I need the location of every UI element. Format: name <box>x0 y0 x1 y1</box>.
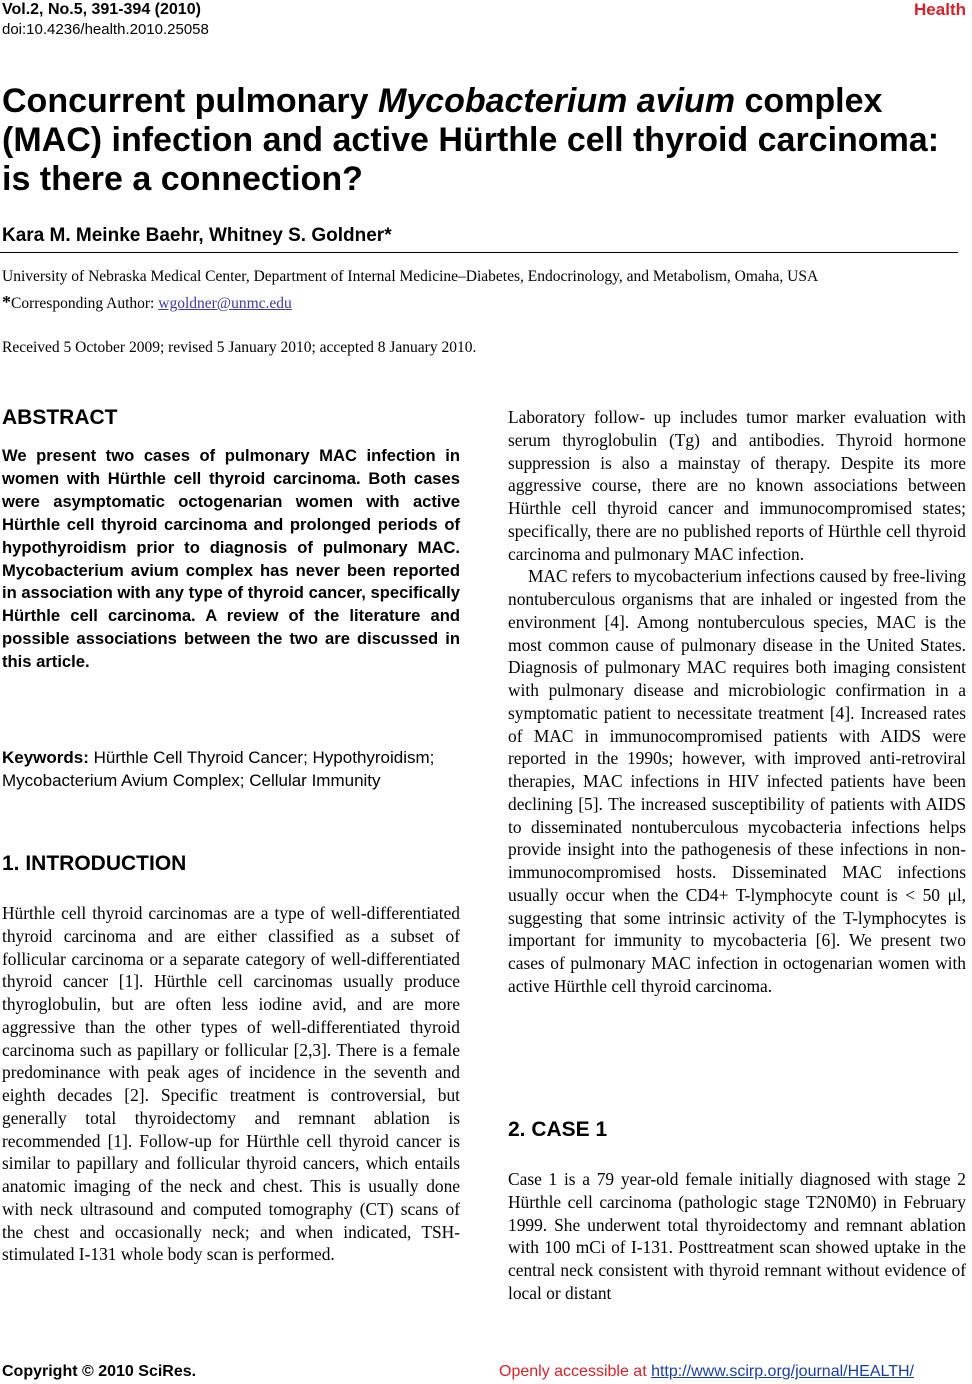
authors: Kara M. Meinke Baehr, Whitney S. Goldner* <box>2 225 392 246</box>
copyright: Copyright © 2010 SciRes. <box>2 1363 197 1380</box>
case1-paragraph: Case 1 is a 79 year-old female initially diagnosed with stage 2 Hürthle cell carcinoma (pathologic stage T2N0M0) in February 1999. She underwent total thyroidectomy and remnant ablation with 100 mCi of I-131. Posttreatment scan showed uptake in the central neck consistent with thyroid remnant without evidence of local or distant <box>508 1169 966 1303</box>
open-access-label: Openly accessible at <box>499 1363 652 1380</box>
affiliation: University of Nebraska Medical Center, Department of Internal Medicine–Diabetes, Endocrinology, and Metabolism, Omaha, USA <box>2 268 819 285</box>
corresponding-star: * <box>2 292 11 312</box>
doi: doi:10.4236/health.2010.25058 <box>2 21 209 38</box>
introduction-paragraph-2: MAC refers to mycobacterium infections caused by free-living nontuberculous organisms that are inhaled or ingested from the environment [4]. Among nontuberculous species, MAC is the most common cause of pulmonary disease in the United States. Diagnosis of pulmonary MAC requires both imaging consistent with pulmonary disease and microbiologic confirmation in a symptomatic patient to necessitate treatment [4]. Increased rates of MAC in immunocompromised patients with AIDS were reported in the 1990s; however, with improved anti-retroviral therapies, MAC infections in HIV infected patients have been declining [5]. The increased susceptibility of patients with AIDS to disseminated nontuberculous mycobacteria infections helps provide insight into the pathogenesis of these infections in non-immunocompromised hosts. Disseminated MAC infections usually occur when the CD4+ T-lymphocyte count is < 50 μl, suggesting that some intrinsic activity of the T-lymphocytes is important for immunity to mycobacteria [6]. We present two cases of pulmonary MAC infection in octogenarian women with active Hürthle cell thyroid carcinoma. <box>508 566 967 996</box>
title-italic: Mycobacterium avium <box>377 82 736 120</box>
journal-url-link[interactable]: http://www.scirp.org/journal/HEALTH/ <box>651 1363 914 1380</box>
title-part2: complex (MAC) infection and active Hürthle cell thyroid carcinoma: is there a connection? <box>2 82 940 198</box>
introduction-body-right <box>508 406 966 998</box>
case1-heading: 2. CASE 1 <box>508 1118 608 1141</box>
keywords <box>2 746 460 792</box>
introduction-paragraph-1-continued: Laboratory follow- up includes tumor marker evaluation with serum thyroglobulin (Tg) and antibodies. Thyroid hormone suppression is also a mainstay of therapy. Despite its more aggressive course, there are no known associations between Hürthle cell thyroid cancer and immunocompromised states; specifically, there are no published reports of Hürthle cell thyroid carcinoma and pulmonary MAC infection. <box>508 407 966 564</box>
abstract-heading: ABSTRACT <box>2 406 118 429</box>
journal-name: Health <box>914 0 966 19</box>
title-part1: Concurrent pulmonary <box>2 82 378 120</box>
introduction-heading: 1. INTRODUCTION <box>2 852 187 875</box>
corresponding-email-link[interactable]: wgoldner@unmc.edu <box>158 295 292 312</box>
corresponding-author <box>2 292 292 313</box>
open-access <box>499 1363 914 1381</box>
article-title <box>2 82 962 199</box>
abstract-text: We present two cases of pulmonary MAC infection in women with Hürthle cell thyroid carcinoma. Both cases were asymptomatic octogenarian women with active Hürthle cell thyroid carcinoma and prolonged periods of hypothyroidism prior to diagnosis of pulmonary MAC. Mycobacterium avium complex has never been reported in association with any type of thyroid cancer, specifically Hürthle cell carcinoma. A review of the literature and possible associations between the two are discussed in this article. <box>2 446 460 672</box>
title-divider <box>0 252 958 253</box>
keywords-label: Keywords: <box>2 748 89 767</box>
introduction-paragraph-1: Hürthle cell thyroid carcinomas are a type of well-differentiated thyroid carcinoma and are either classified as a subset of follicular carcinoma or a separate category of well-differentiated thyroid cancer [1]. Hürthle cell carcinomas usually produce thyroglobulin, but are often less iodine avid, and are more aggressive than the other types of well-differentiated thyroid carcinoma such as papillary or follicular [2,3]. There is a female predominance with peak ages of incidence in the seventh and eighth decades [2]. Specific treatment is controversial, but generally total thyroidectomy and remnant ablation is recommended [1]. Follow-up for Hürthle cell thyroid cancer is similar to papillary and follicular thyroid cancers, which entails anatomic imaging of the neck and chest. This is usually done with neck ultrasound and computed tomography (CT) scans of the chest and occasionally neck; and when indicated, TSH-stimulated I-131 whole body scan is performed. <box>2 903 460 1265</box>
introduction-body-left <box>2 902 460 1266</box>
corresponding-label: Corresponding Author: <box>11 295 159 312</box>
case1-body <box>508 1168 966 1305</box>
received-dates: Received 5 October 2009; revised 5 January 2010; accepted 8 January 2010. <box>2 339 477 356</box>
volume-info: Vol.2, No.5, 391-394 (2010) <box>2 1 201 18</box>
keywords-list: Hürthle Cell Thyroid Cancer; Hypothyroidism; Mycobacterium Avium Complex; Cellular Immunity <box>2 748 435 790</box>
